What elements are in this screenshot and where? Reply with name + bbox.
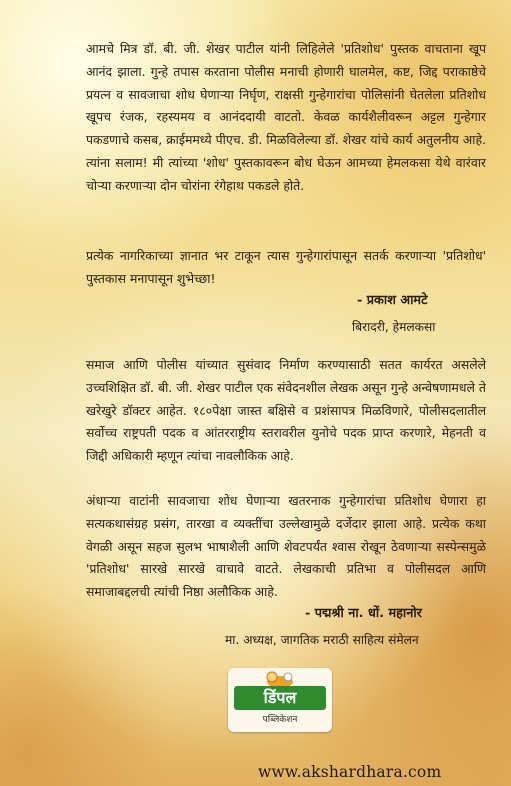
reviewer-role-1: बिरादरी, हेमलकसा	[352, 320, 436, 334]
review-paragraph-1: आमचे मित्र डॉ. बी. जी. शेखर पाटील यांनी लिहिलेले 'प्रतिशोध' पुस्तक वाचताना खूप आनंद झाला. गुन्हे तपास करताना पोलीस मनाची होणारी घालमेल, कष्ट, जिद्द पराकाष्ठेचे प्रयत्न व सावजाचा शोध घेणाऱ्या निर्घृण, राक्षसी गुन्हेगारांचा पोलिसांनी घेतलेला प्रतिशोध खूपच रंजक, रहस्यमय व आनंददायी वाटतो. केवळ कार्यशैलीवरून अट्टल गुन्हेगार पकडणाचे कसब, क्राईममध्ये पीएच. डी. मिळविलेल्या डॉ. शेखर यांचे कार्य अतुलनीय आहे. त्यांना सलाम! मी त्यांच्या 'शोध' पुस्तकावरून बोध घेऊन आमच्या हेमलकसा येथे वारंवार चोऱ्या करणाऱ्या दोन चोरांना रंगेहाथ पकडले होते.	[86, 41, 486, 193]
publisher-logo	[228, 668, 332, 732]
reviewer-role-2: मा. अध्यक्ष, जागतिक मराठी साहित्य संमेलन	[225, 633, 419, 647]
publisher-name: डिंपल	[234, 686, 326, 710]
reviewer-signature-1: - प्रकाश आमटे	[357, 293, 428, 308]
reviewer-signature-2: - पद्मश्री ना. धों. महानोर	[305, 606, 422, 621]
review-paragraph-3: समाज आणि पोलीस यांच्यात सुसंवाद निर्माण करण्यासाठी सतत कार्यरत असलेले उच्चशिक्षित डॉ. बी. जी. शेखर पाटील एक संवेदनशील लेखक असून गुन्हे अन्वेषणामधले ते खरेखुरे डॉक्टर आहेत. १८०पेक्षा जास्त बक्षिसे व प्रशंसापत्र मिळविणारे, पोलीसदलातील सर्वोच्च राष्ट्रपती पदक व आंतरराष्ट्रीय स्तरावरील युनोचे पदक प्राप्त करणारे, मेहनती व जिद्दी अधिकारी म्हणून त्यांचा नावलौकिक आहे.	[86, 357, 486, 464]
publisher-subtitle: पब्लिकेशन	[262, 715, 298, 725]
review-paragraph-2: प्रत्येक नागरिकाच्या ज्ञानात भर टाकून त्यास गुन्हेगारांपासून सतर्क करणाऱ्या 'प्रतिशोध' पुस्तकास मनापासून शुभेच्छा!	[86, 248, 486, 286]
website-watermark[interactable]: www.akshardhara.com	[258, 763, 442, 781]
review-paragraph-4: अंधाऱ्या वाटांनी सावजाचा शोध घेणाऱ्या खतरनाक गुन्हेगारांचा प्रतिशोध घेणारा हा सत्यकथासंग्रह प्रसंग, तारखा व व्यक्तींचा उल्लेखामुळे दर्जेदार झाला आहे. प्रत्येक कथा वेगळी असून सहज सुलभ भाषाशैली आणि शेवटपर्यंत श्वास रोखून ठेवणाऱ्या सस्पेन्समुळे 'प्रतिशोध' सारखे सारखे वाचावे वाटते. लेखकाची प्रतिभा व पोलीसदल आणि समाजाबद्दलची त्यांची निष्ठा अलौकिक आहे.	[86, 493, 486, 600]
